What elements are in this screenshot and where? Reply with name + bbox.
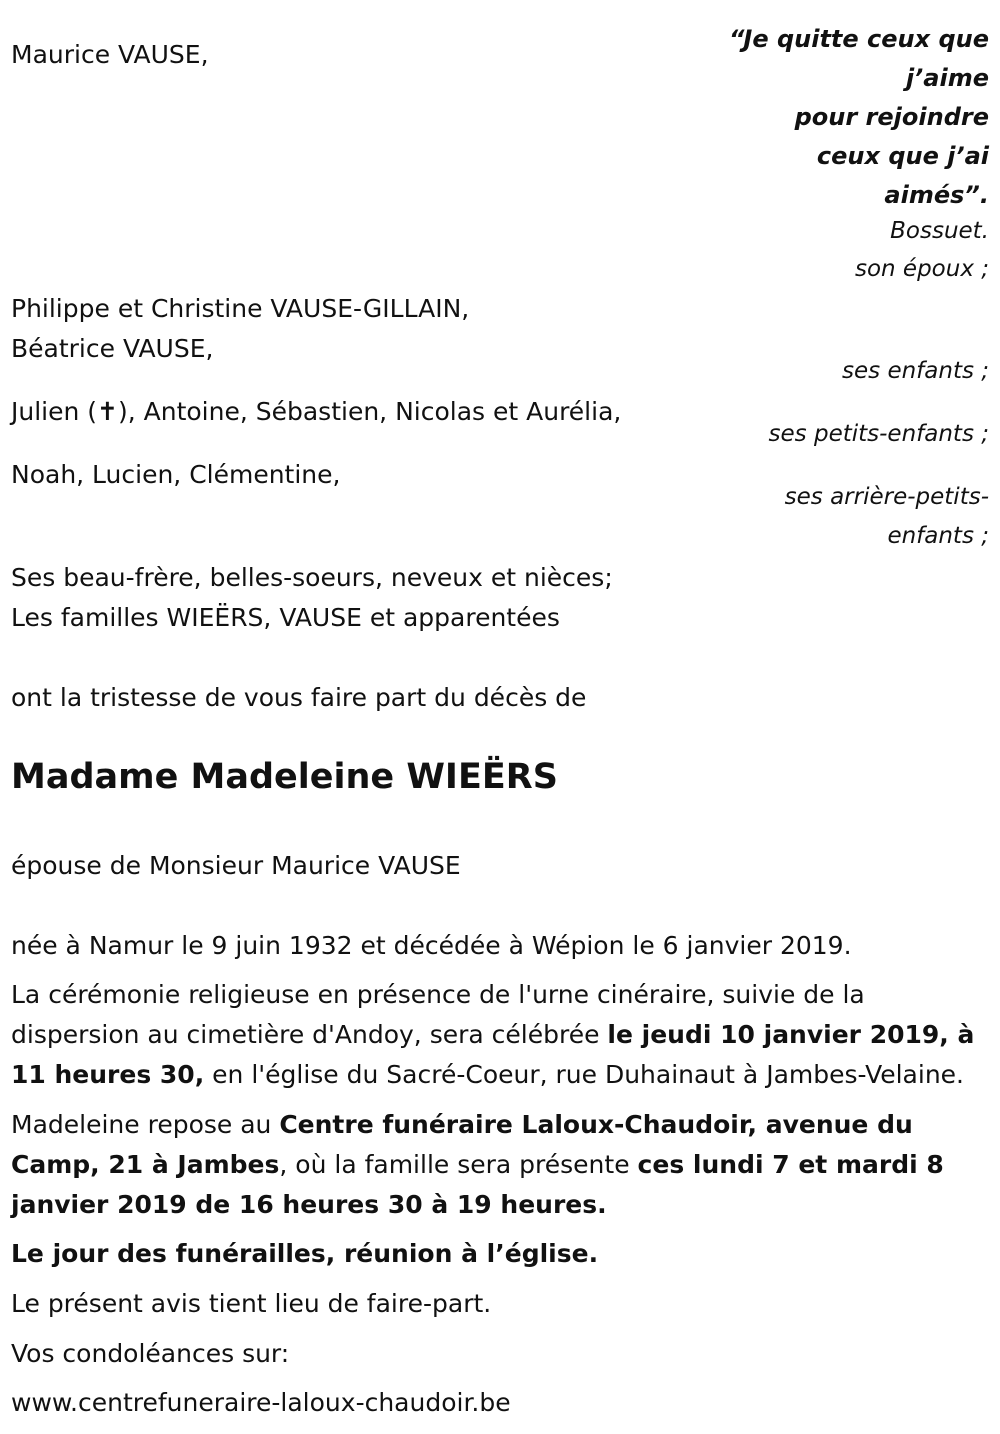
- relatives-line-1: Ses beau-frère, belles-soeurs, neveux et nièces;: [11, 563, 613, 592]
- quote-line: ceux que j’ai: [816, 142, 989, 170]
- spouse-name: Maurice VAUSE,: [11, 40, 209, 69]
- notice-line: Le présent avis tient lieu de faire-part.: [11, 1289, 492, 1318]
- great-grandchildren-line: Noah, Lucien, Clémentine,: [11, 460, 341, 489]
- viewing-text-2: , où la famille sera présente: [279, 1150, 638, 1179]
- quote-line: pour rejoindre: [794, 103, 989, 131]
- grandchildren-line: Julien (✝), Antoine, Sébastien, Nicolas et Aurélia,: [11, 397, 622, 426]
- children-line-2: Béatrice VAUSE,: [11, 334, 214, 363]
- viewing-paragraph: [11, 1105, 989, 1225]
- deceased-name: Madame Madeleine WIEËRS: [11, 757, 558, 797]
- quote-line: aimés”.: [884, 181, 989, 209]
- children-role: ses enfants ;: [842, 358, 989, 384]
- quote-author: Bossuet.: [890, 218, 989, 244]
- birth-death-line: née à Namur le 9 juin 1932 et décédée à Wépion le 6 janvier 2019.: [11, 931, 852, 960]
- quote-line: j’aime: [905, 64, 989, 92]
- relation-line: épouse de Monsieur Maurice VAUSE: [11, 851, 461, 880]
- ceremony-date: le jeudi 10 janvier 2019, à 11 heures 30,: [11, 1020, 975, 1089]
- quote-line: “Je quitte ceux que: [729, 25, 989, 53]
- funeral-day-note: Le jour des funérailles, réunion à l’église.: [11, 1239, 599, 1268]
- grandchildren-role: ses petits-enfants ;: [768, 421, 989, 447]
- great-grandchildren-role-1: ses arrière-petits-: [784, 484, 989, 510]
- condolences-label: Vos condoléances sur:: [11, 1339, 290, 1368]
- announcement-intro: ont la tristesse de vous faire part du décès de: [11, 683, 587, 712]
- viewing-place: Centre funéraire Laloux-Chaudoir, avenue du Camp, 21 à Jambes: [11, 1110, 913, 1179]
- children-line-1: Philippe et Christine VAUSE-GILLAIN,: [11, 294, 470, 323]
- viewing-times: ces lundi 7 et mardi 8 janvier 2019 de 16 heures 30 à 19 heures.: [11, 1150, 944, 1219]
- ceremony-text: La cérémonie religieuse en présence de l'urne cinéraire, suivie de la dispersion au cimetière d'Andoy, sera célébrée: [11, 980, 865, 1049]
- viewing-text: Madeleine repose au: [11, 1110, 280, 1139]
- website-link[interactable]: www.centrefuneraire-laloux-chaudoir.be: [11, 1388, 511, 1417]
- great-grandchildren-role-2: enfants ;: [887, 523, 989, 549]
- ceremony-paragraph: [11, 975, 989, 1095]
- spouse-role: son époux ;: [854, 256, 989, 282]
- ceremony-location: en l'église du Sacré-Coeur, rue Duhainaut à Jambes-Velaine.: [204, 1060, 964, 1089]
- relatives-line-2: Les familles WIEËRS, VAUSE et apparentées: [11, 603, 560, 632]
